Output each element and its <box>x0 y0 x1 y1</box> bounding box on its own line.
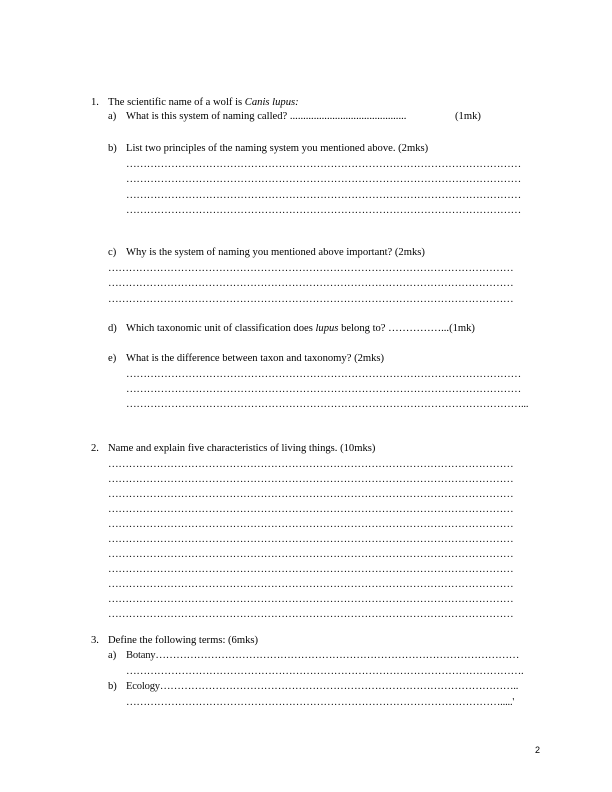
q3-number: 3. <box>91 635 99 646</box>
q1b-question: List two principles of the naming system you mentioned above. (2mks) <box>126 143 429 154</box>
q1b-answer-line[interactable]: …………………………………………………………………………………………………… <box>126 159 521 170</box>
page-number: 2 <box>534 745 540 755</box>
q2-question: Name and explain five characteristics of living things. (10mks) <box>108 443 376 454</box>
q2-answer-line[interactable]: ……………………………………………………………………………………………………… <box>108 474 514 485</box>
q1e-answer-line[interactable]: ……………………………………………………………………………………………………... <box>126 399 529 410</box>
q1c-answer-line[interactable]: ……………………………………………………………………………………………………… <box>108 263 514 274</box>
q3-question: Define the following terms: (6mks) <box>108 635 259 646</box>
q1c-question: Why is the system of naming you mentioned above important? (2mks) <box>126 247 425 258</box>
q1-species-name: Canis lupus: <box>244 97 299 108</box>
q1b-answer-line[interactable]: …………………………………………………………………………………………………… <box>126 174 521 185</box>
q1c-letter: c) <box>108 247 117 258</box>
q1-number: 1. <box>91 97 99 108</box>
q2-answer-line[interactable]: ……………………………………………………………………………………………………… <box>108 459 514 470</box>
q1b-letter: b) <box>108 143 117 154</box>
q2-number: 2. <box>91 443 99 454</box>
q1d-italic-term: lupus <box>315 323 339 334</box>
q1a-marks: (1mk) <box>455 111 481 122</box>
q3b-letter: b) <box>108 681 117 692</box>
q1e-answer-line[interactable]: …………………………………………………………………………………………………… <box>126 369 521 380</box>
q1-stem <box>108 96 299 109</box>
q1e-question: What is the difference between taxon and taxonomy? (2mks) <box>126 353 385 364</box>
q2-answer-line[interactable]: ……………………………………………………………………………………………………… <box>108 504 514 515</box>
q1a-question: What is this system of naming called? ............................................ <box>126 111 407 122</box>
q1b-answer-line[interactable]: …………………………………………………………………………………………………… <box>126 205 521 216</box>
q1e-letter: e) <box>108 353 117 364</box>
q2-answer-line[interactable]: ……………………………………………………………………………………………………… <box>108 489 514 500</box>
q1d-text-end: belong to? ……………...(1mk) <box>338 323 475 334</box>
q2-answer-line[interactable]: ……………………………………………………………………………………………………… <box>108 549 514 560</box>
q1b-answer-line[interactable]: …………………………………………………………………………………………………… <box>126 190 521 201</box>
q3a-term-line[interactable]: Botany…………………………………………………………………………………………… <box>126 650 520 661</box>
q1a-letter: a) <box>108 111 117 122</box>
q2-answer-line[interactable]: ……………………………………………………………………………………………………… <box>108 609 514 620</box>
q1d-question <box>126 322 475 335</box>
q3a-answer-line[interactable]: ……………………………………………………………………………………………………. <box>126 666 524 677</box>
q2-answer-line[interactable]: ……………………………………………………………………………………………………… <box>108 594 514 605</box>
q1c-answer-line[interactable]: ……………………………………………………………………………………………………… <box>108 294 514 305</box>
q1d-letter: d) <box>108 323 117 334</box>
q2-answer-line[interactable]: ……………………………………………………………………………………………………… <box>108 534 514 545</box>
q2-answer-line[interactable]: ……………………………………………………………………………………………………… <box>108 579 514 590</box>
q1c-answer-line[interactable]: ……………………………………………………………………………………………………… <box>108 278 514 289</box>
q2-answer-line[interactable]: ……………………………………………………………………………………………………… <box>108 564 514 575</box>
q1d-text: Which taxonomic unit of classification does <box>126 323 316 334</box>
q2-answer-line[interactable]: ……………………………………………………………………………………………………… <box>108 519 514 530</box>
q3b-answer-line[interactable]: ……………………………………………………………………………………………….....' <box>126 697 515 708</box>
q1-stem-text: The scientific name of a wolf is <box>108 97 245 108</box>
q3a-letter: a) <box>108 650 117 661</box>
q3b-term-line[interactable]: Ecology………………………………………………………………………………………….. <box>126 681 519 692</box>
q1e-answer-line[interactable]: …………………………………………………………………………………………………… <box>126 384 521 395</box>
